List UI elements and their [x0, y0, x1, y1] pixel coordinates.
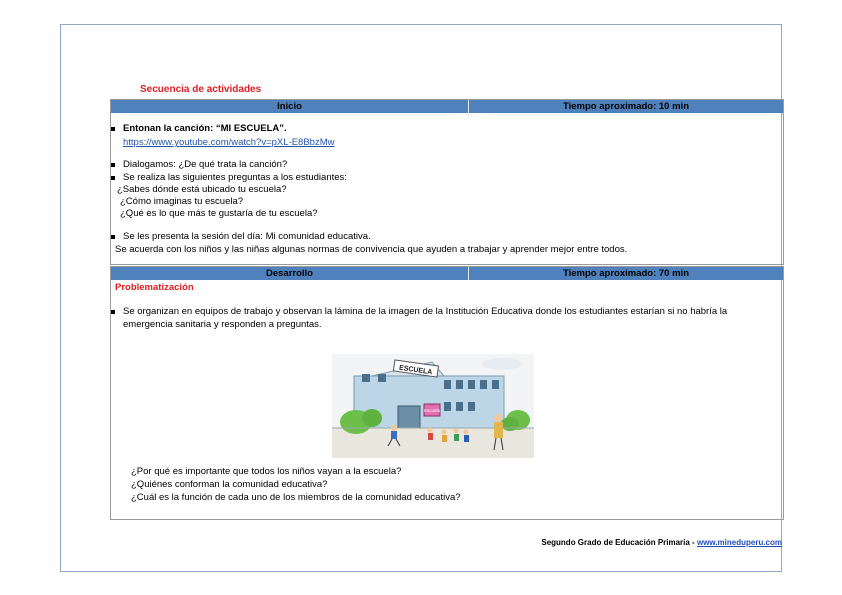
dialog-line: Dialogamos: ¿De qué trata la canción? — [123, 159, 288, 170]
bullet-icon — [111, 310, 115, 314]
small-sign-text: Escuela — [423, 408, 441, 413]
question-6: ¿Cuál es la función de cada uno de los miembros de la comunidad educativa? — [131, 492, 461, 503]
desarrollo-header-label: Desarrollo — [111, 267, 469, 280]
footer-text: Segundo Grado de Educación Primaria - — [541, 538, 697, 547]
bullet-icon — [111, 176, 115, 180]
session-line: Se les presenta la sesión del día: Mi comunidad educativa. — [123, 231, 371, 242]
page-footer — [541, 538, 782, 547]
school-illustration — [332, 354, 534, 458]
paragraph-line-1: Se organizan en equipos de trabajo y observan la lámina de la imagen de la Institución Educativa donde los estudiantes estarían si no habría la — [123, 306, 728, 317]
inicio-header — [111, 100, 783, 113]
inicio-time-label: Tiempo aproximado: 10 min — [563, 101, 689, 112]
section-title: Secuencia de actividades — [140, 84, 262, 95]
bullet-icon — [111, 163, 115, 167]
question-2: ¿Cómo imaginas tu escuela? — [120, 196, 244, 207]
desarrollo-time-label: Tiempo aproximado: 70 min — [563, 268, 689, 279]
paragraph-line-2: emergencia sanitaria y responden a preguntas. — [123, 319, 322, 330]
desarrollo-header — [111, 267, 783, 280]
questions-intro: Se realiza las siguientes preguntas a los estudiantes: — [123, 172, 347, 183]
problematizacion-title: Problematización — [115, 282, 194, 293]
inicio-header-label: Inicio — [111, 100, 469, 113]
song-link[interactable]: https://www.youtube.com/watch?v=pXL-E8BbzMw — [123, 137, 335, 148]
question-1: ¿Sabes dónde está ubicado tu escuela? — [117, 184, 287, 195]
question-5: ¿Quiénes conforman la comunidad educativa? — [131, 479, 328, 490]
question-4: ¿Por qué es importante que todos los niños vayan a la escuela? — [131, 466, 402, 477]
bullet-icon — [111, 127, 115, 131]
school-sign-text: ESCUELA — [398, 364, 433, 377]
bullet-icon — [111, 235, 115, 239]
footer-link[interactable]: www.mineduperu.com — [696, 538, 782, 547]
song-title: Entonan la canción: “MI ESCUELA”. — [123, 123, 287, 134]
question-3: ¿Qué es lo que más te gustaría de tu escuela? — [120, 208, 318, 219]
norms-line: Se acuerda con los niños y las niñas algunas normas de convivencia que ayuden a trabajar y aprender mejor entre todos. — [115, 244, 628, 255]
